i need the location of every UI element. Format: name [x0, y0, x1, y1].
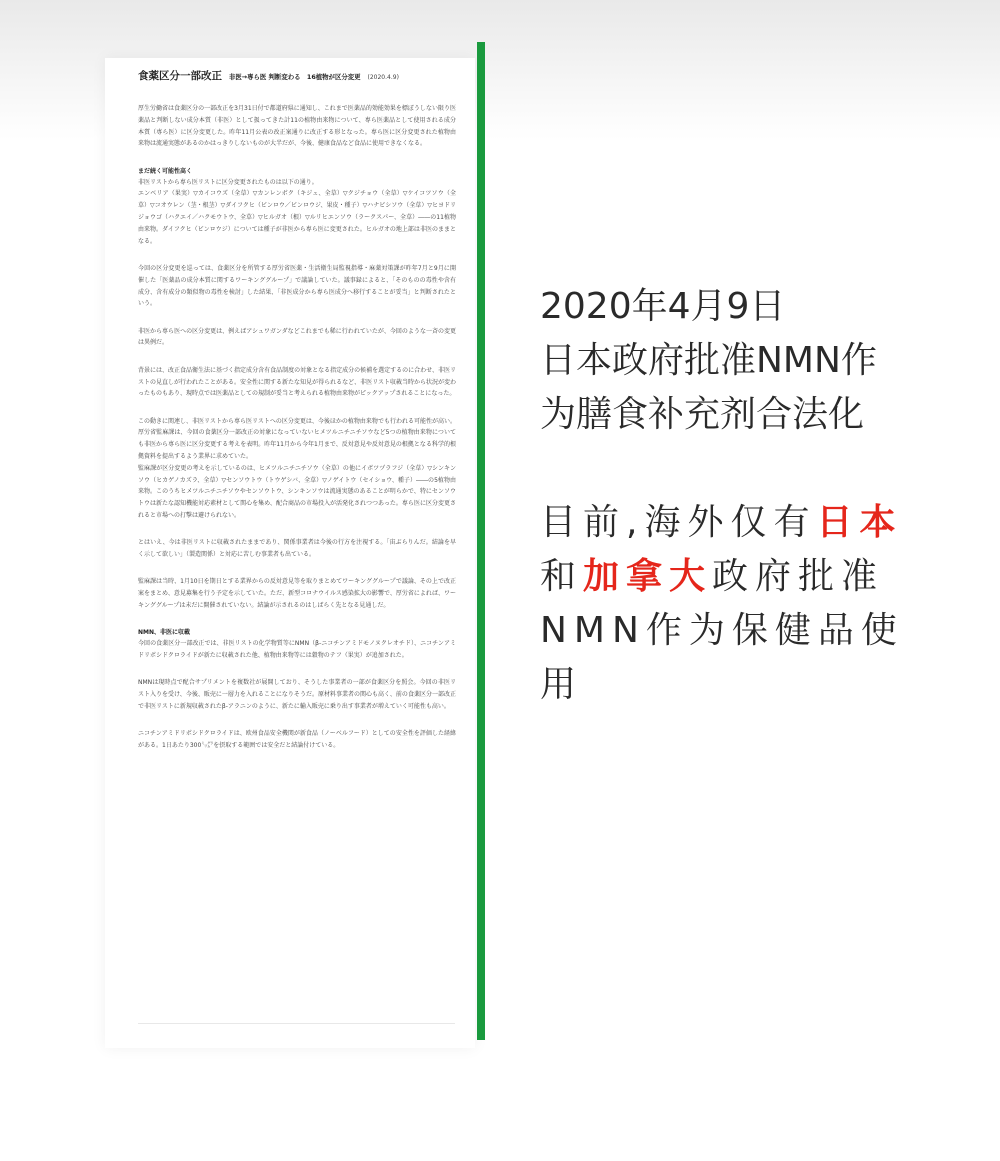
article-date: (2020.4.9) [367, 74, 399, 81]
article-paragraph: NMNは現時点で配合サプリメントを複数社が展開しており、そうした事業者の一部が食薬区分を照会。今回の非医リスト入りを受け、今後、販売に一層力を入れることになりそうだ。原材料事業者の関心も高く、前の食薬区分一部改正で非医リストに新規収載されたβ‐アラニンのように、新たに輸入販売に乗り出す事業者が増えていく可能性も高い。 [138, 679, 456, 710]
headline-date: 2020年4月9日 [540, 286, 786, 327]
article-subtitle: 非医→専ら医 判断変わる 16植物が区分変更 [229, 73, 361, 81]
headline-block [540, 280, 960, 712]
article-title: 食薬区分一部改正 [138, 70, 222, 82]
article-section-heading: NMN、非医に収載 [138, 629, 191, 637]
article-paragraph: 厚生労働省は食薬区分の一部改正を3月31日付で都道府県に通知し、これまで医薬品的効能効果を標ぼうしない限り医薬品と判断しない成分本質（非医）として扱ってきた計11の植物由来物について、専ら医薬品として使用される成分本質（専ら医）に区分変更した。昨年11月公表の改正案通りに改正する形となった。専ら医に区分変更された植物由来物は流通実態があるのかはっきりしないものが大半だが、今後、健康食品など食品に使用できなくなる。 [138, 105, 456, 148]
headline-line: NMN作为保健品使 [540, 610, 904, 651]
article-paragraph: エンベリア（果実）▽カイコウズ（全草）▽カンレンボク（キジュ、全草）▽クジチョウ（全草）▽ケイコツソウ（全草）▽コオウレン（茎・根茎）▽ダイフクヒ（ビンロウ／ビンロウジ、果皮・種子）▽ハナビシソウ（全草）▽ヒヨドリジョウゴ（ハクエイ／ハクモウトウ、全草）▽ヒルガオ（根）▽ルリヒエンソウ（ラークスパー、全草）――の11植物由来物。ダイフクヒ（ビンロウジ）については種子が非医から専ら医に変更された。ヒルガオの地上部は非医のままとなる。 [138, 190, 456, 245]
headline-line: 日本政府批准NMN作 [540, 340, 877, 381]
article-bottom-divider [138, 1023, 455, 1024]
headline-line: 为膳食补充剂合法化 [540, 394, 865, 435]
headline-text: 政府批准 [712, 556, 885, 597]
article-paragraph: ニコチンアミドリボシドクロライドは、欧州食品安全機関が新食品（ノーベルフード）としての安全性を評価した経緯がある。1日あたり300㍉㌘を摂取する範囲では安全だと結論付けている。 [138, 730, 456, 750]
article-paragraph: 監麻課が区分変更の考えを示しているのは、ヒメツルニチニチソウ（全草）の他にイボツヅラフジ（全草）▽シンキンソウ（ヒカゲノカズラ、全草）▽センソウトウ（トウゲシバ、全草）▽ノゲイトウ（セイショウ、種子）――の5植物由来物。このうちヒメツルニチニチソウやセンソウトウ、シンキンソウは流通実態のあることが明らかで、特にセンソウトウは新たな認知機能対応素材として関心を集め、配合商品の市場投入が活発化されつつあった。専ら医に区分変更されると市場への打撃は避けられない。 [138, 464, 456, 520]
highlight-japan: 日本 [816, 502, 903, 543]
green-accent-bar [477, 42, 485, 1040]
article-paragraph: 非医リストから専ら医リストに区分変更されたものは以下の通り。 [138, 178, 318, 186]
article-paragraph: 監麻課は当時、1月10日を期日とする業界からの反対意見等を取りまとめてワーキンググループで議論、その上で改正案をまとめ、意見募集を行う予定を示していた。ただ、新型コロナウイルス感染拡大の影響で、厚労省によれば、ワーキンググループは未だに開催されていない。結論が示されるのはしばらく先となる見通しだ。 [138, 578, 456, 609]
article-body [138, 68, 456, 1018]
headline-line [540, 496, 960, 550]
article-paragraph: 非医から専ら医への区分変更は、例えばアシュワガンダなどこれまでも稀に行われていたが、今回のような一斉の変更は異例だ。 [138, 327, 456, 347]
article-paragraph: 今回の食薬区分一部改正では、非医リストの化学物質等にNMN（β‐ニコチンアミドモノヌクレオチド）、ニコチンアミドリボシドクロライドが新たに収載された他、植物由来物等には穀物のテフ（果実）が追加された。 [138, 640, 456, 660]
headline-text: 和 [540, 556, 584, 597]
headline-line [540, 550, 960, 604]
headline-text: 目前,海外仅有 [540, 502, 817, 543]
newspaper-article-clipping [105, 58, 475, 1048]
headline-line: 用 [540, 664, 584, 705]
article-section-heading: まだ続く可能性高く [138, 167, 193, 175]
article-title-row [138, 68, 456, 83]
headline-spacer [540, 442, 960, 496]
article-paragraph: この動きに関連し、非医リストから専ら医リストへの区分変更は、今後ほかの植物由来物でも行われる可能性が高い。厚労省監麻課は、今回の食薬区分一部改正の対象になっていないヒメツルニチニチソウなど5つの植物由来物についても非医から専ら医に区分変更する考えを表明。昨年11月から今年1月まで、反対意見や反対意見の根拠となる科学的根拠資料を提出するよう業界に求めていた。 [138, 417, 456, 461]
article-paragraph: とはいえ、今は非医リストに収載されたままであり、関係事業者は今後の行方を注視する。「宙ぶらりんだ。結論を早く示して欲しい」（製造関係）と対応に苦しむ事業者も出ている。 [138, 539, 456, 559]
article-paragraph: 今回の区分変更を巡っては、食薬区分を所管する厚労省医薬・生活衛生局監視指導・麻薬対策課が昨年7月と9月に開催した「医薬品の成分本質に関するワーキンググループ」で議論していた。議事録によると、「そのものの毒性や含有成分、含有成分の類似物の毒性を検討」した結果、「非医成分から専ら医成分へ移行することが妥当」と判断されたという。 [138, 264, 456, 308]
article-paragraph: 背景には、改正食品衛生法に基づく指定成分含有食品制度の対象となる指定成分の候補を選定するのに合わせ、非医リストの見直しが行われたことがある。安全性に関する新たな知見が得られるなど、非医リスト収載当時から状況が変わったものもあり、現時点では医薬品としての規制が妥当と考えられる植物由来物がピックアップされることになった。 [138, 366, 456, 398]
highlight-canada: 加拿大 [583, 556, 713, 597]
